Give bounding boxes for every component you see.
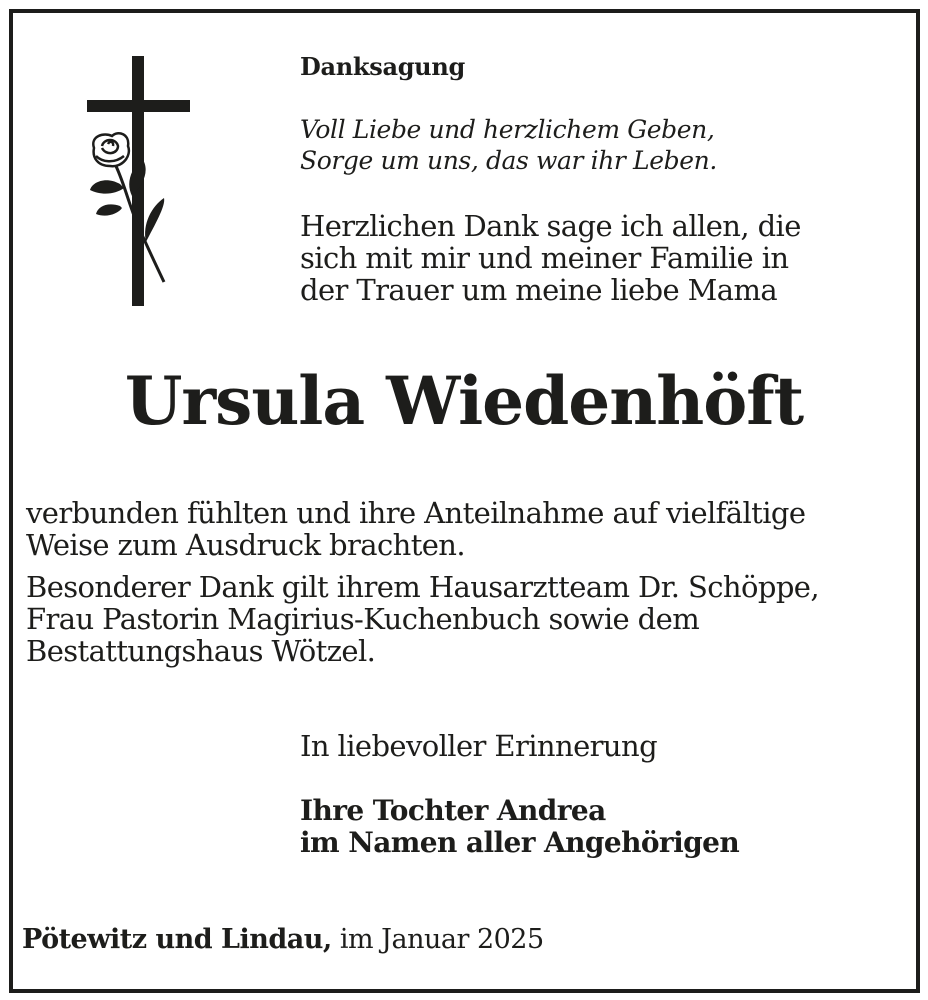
body-line: Bestattungshaus Wötzel. (26, 634, 376, 668)
body-line: Besonderer Dank gilt ihrem Hausarztteam Dr. Schöppe, (26, 570, 819, 604)
place-and-date (22, 924, 544, 955)
date: im Januar 2025 (331, 924, 544, 955)
cross-with-rose-icon (84, 56, 192, 308)
body-line: Frau Pastorin Magirius-Kuchenbuch sowie dem (26, 602, 700, 636)
thanks-text (300, 210, 801, 306)
verse-line: Sorge um uns, das war ihr Leben. (300, 146, 717, 175)
verse (300, 114, 717, 176)
deceased-name: Ursula Wiedenhöft (124, 362, 804, 440)
body-text (26, 497, 819, 667)
signature (300, 795, 739, 859)
notice-heading: Danksagung (300, 52, 465, 81)
thanks-line: sich mit mir und meiner Familie in (300, 241, 789, 275)
signature-line: Ihre Tochter Andrea (300, 794, 606, 827)
body-line: Weise zum Ausdruck brachten. (26, 528, 466, 562)
body-line: verbunden fühlten und ihre Anteilnahme auf vielfältige (26, 496, 806, 530)
thanks-line: der Trauer um meine liebe Mama (300, 273, 778, 307)
signature-line: im Namen aller Angehörigen (300, 826, 740, 859)
thanks-line: Herzlichen Dank sage ich allen, die (300, 209, 801, 243)
verse-line: Voll Liebe und herzlichem Geben, (300, 115, 715, 144)
place: Pötewitz und Lindau, (22, 924, 332, 955)
memory-phrase: In liebevoller Erinnerung (300, 729, 658, 763)
